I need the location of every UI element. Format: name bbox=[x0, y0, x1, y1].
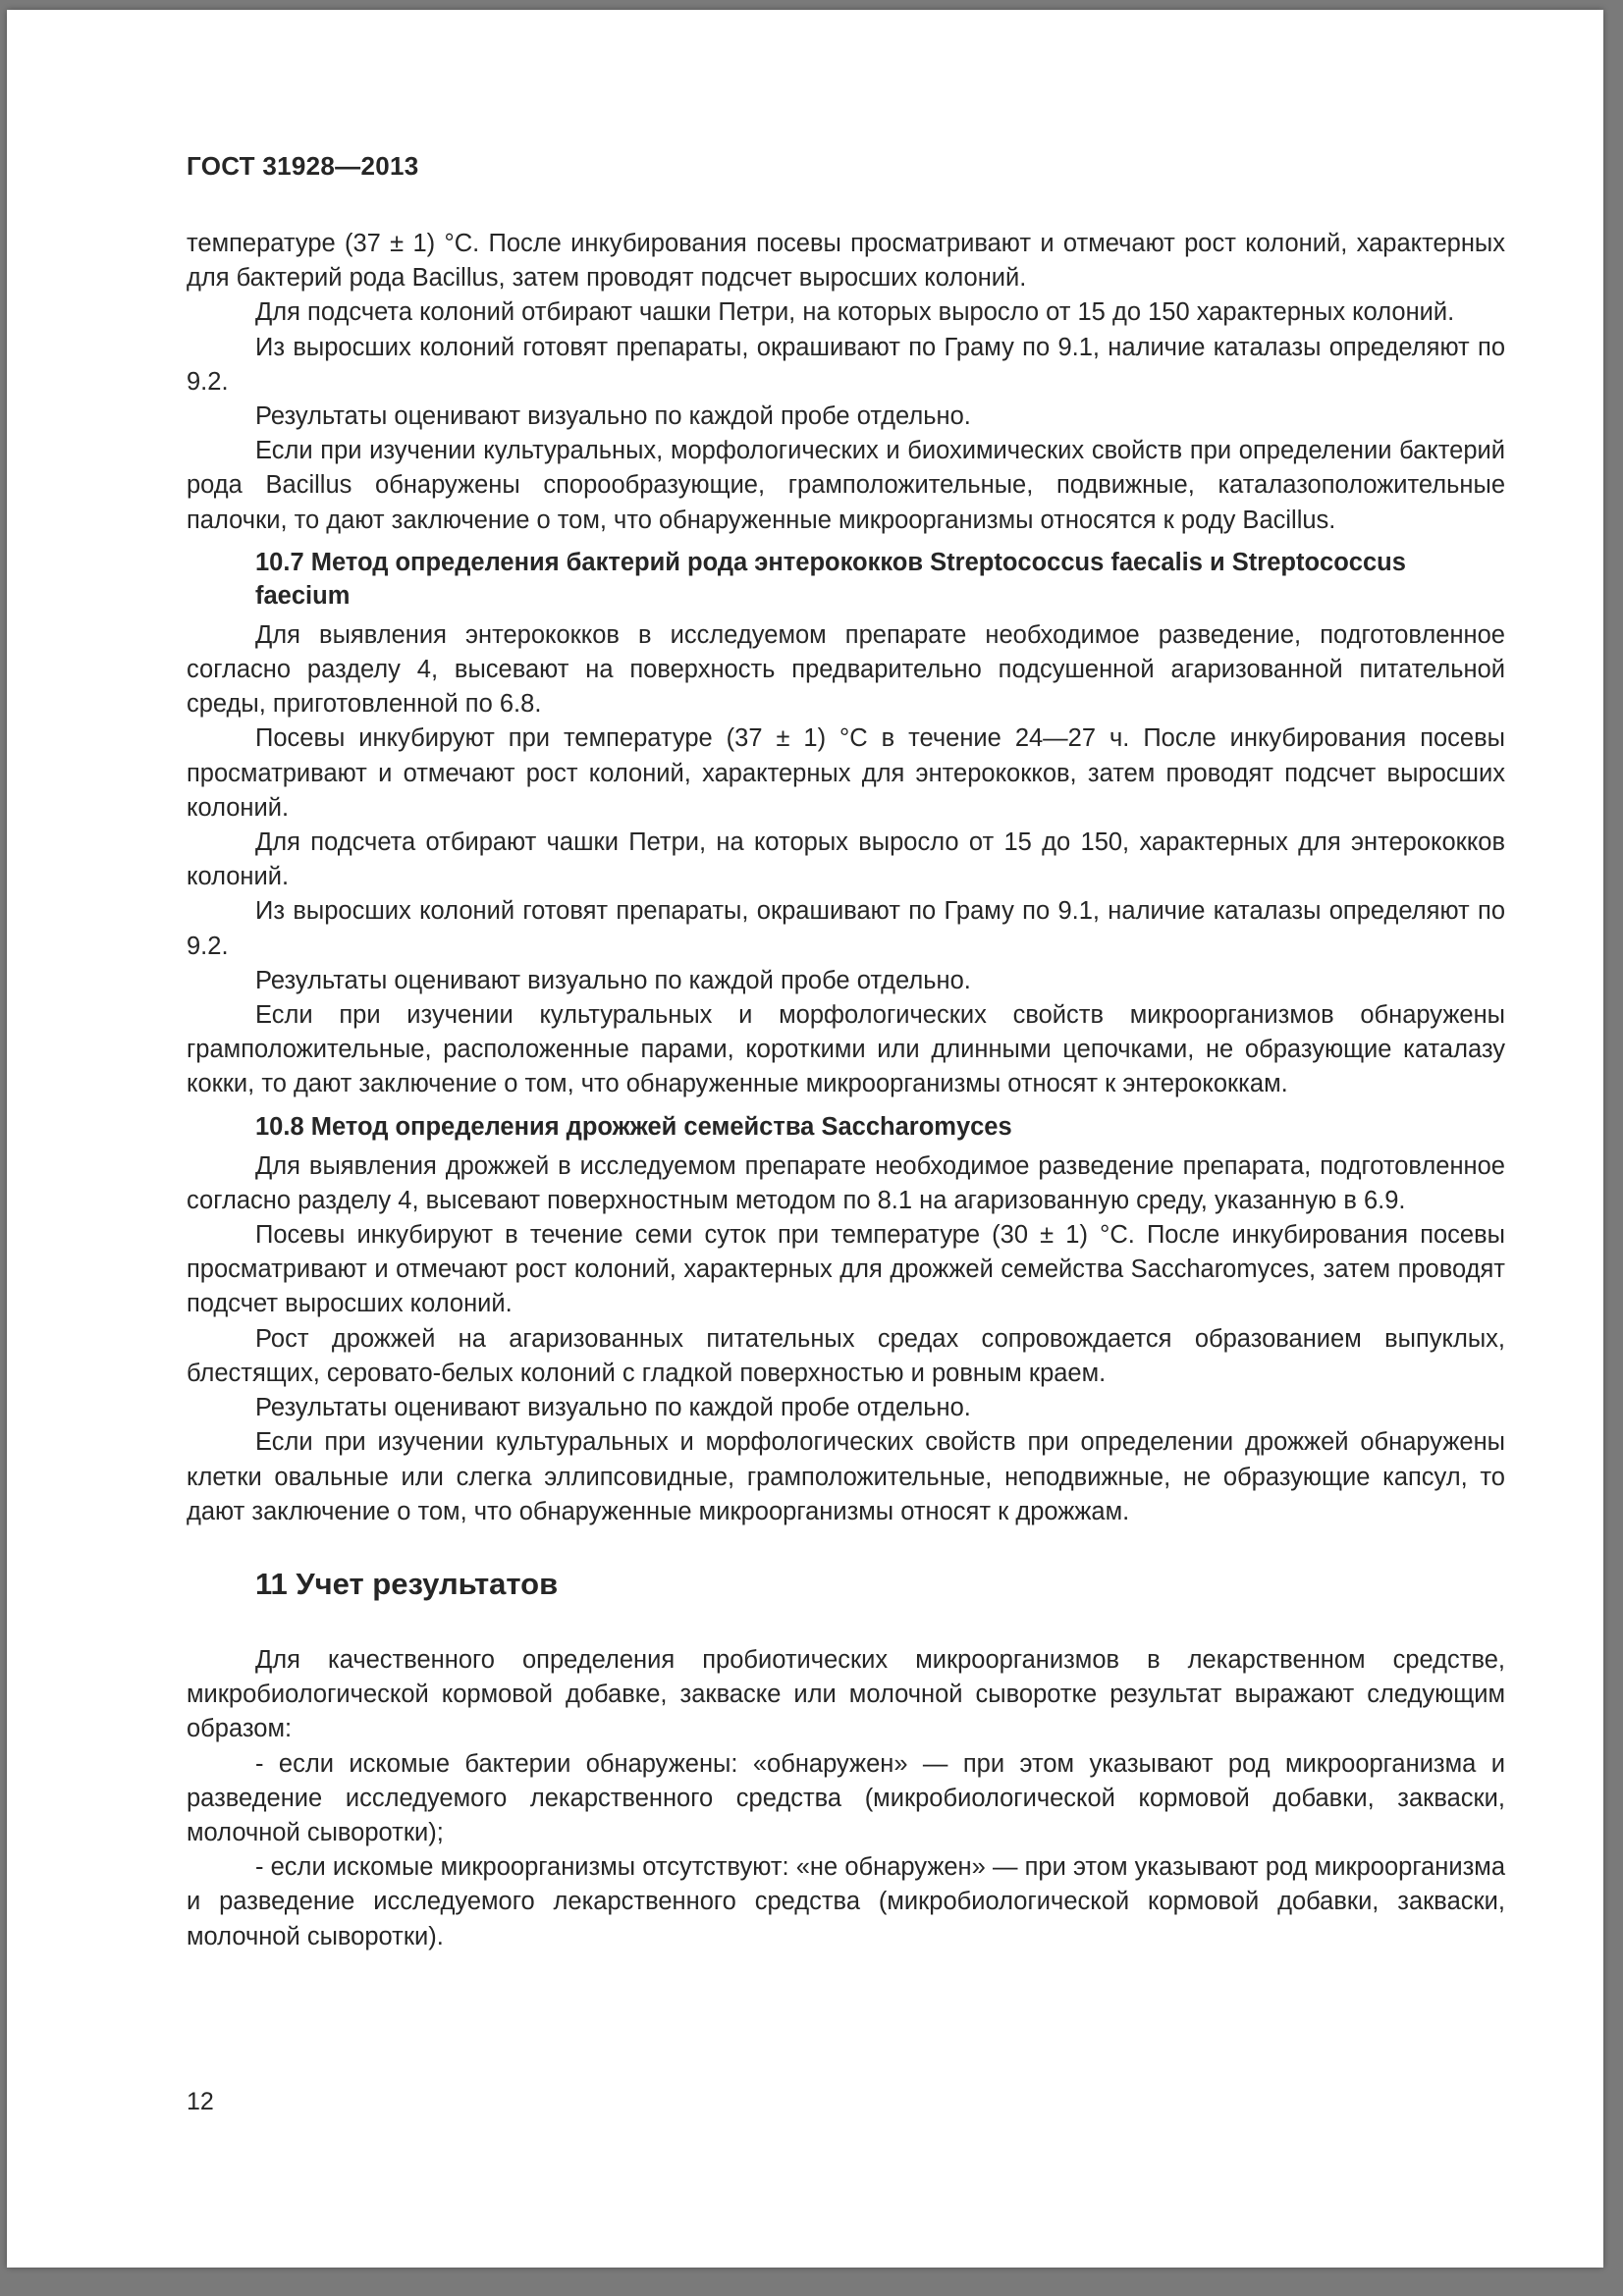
paragraph: Если при изучении культуральных и морфологических свойств при определении дрожжей обнаружены клетки овальные или слегка эллипсовидные, грамположительные, неподвижные, не образующие капсул, то дают заключение о том, что обнаруженные микроорганизмы относят к дрожжам. bbox=[187, 1428, 1505, 1525]
paragraph: Для подсчета колоний отбирают чашки Петри, на которых выросло от 15 до 150 характерных колоний. bbox=[255, 298, 1455, 327]
paragraph-continuation: температуре (37 ± 1) °С. После инкубирования посевы просматривают и отмечают рост колоний, характерных для бактерий рода Bacillus, затем проводят подсчет выросших колоний. bbox=[187, 230, 1505, 293]
paragraph: Для подсчета отбирают чашки Петри, на которых выросло от 15 до 150, характерных для энтерококков колоний. bbox=[187, 828, 1505, 891]
list-item: - если искомые микроорганизмы отсутствуют: «не обнаружен» — при этом указывают род микроорганизма и разведение исследуемого лекарственного средства (микробиологической кормовой добавки, закваски, молочной сыворотки). bbox=[187, 1853, 1505, 1950]
paragraph: Результаты оценивают визуально по каждой пробе отдельно. bbox=[255, 966, 971, 994]
paragraph: Если при изучении культуральных и морфологических свойств микроорганизмов обнаружены грамположительные, расположенные парами, короткими или длинными цепочками, не образующие каталазу кокки, то дают заключение о том, что обнаруженные микроорганизмы относят к энтерококкам. bbox=[187, 1001, 1505, 1098]
page-number: 12 bbox=[187, 2088, 214, 2115]
document-header-id: ГОСТ 31928—2013 bbox=[187, 151, 419, 181]
paragraph: Рост дрожжей на агаризованных питательных средах сопровождается образованием выпуклых, блестящих, серовато-белых колоний с гладкой поверхностью и ровным краем. bbox=[187, 1324, 1505, 1387]
section-heading-10-7: 10.7 Метод определения бактерий рода энтерококков Streptococcus faecalis и Streptococcus faecium bbox=[255, 548, 1406, 610]
paragraph: Для качественного определения пробиотических микроорганизмов в лекарственном средстве, микробиологической кормовой добавке, закваске или молочной сыворотке результат выражают следующим образом: bbox=[187, 1645, 1505, 1743]
section-heading-11: 11 Учет результатов bbox=[255, 1566, 559, 1601]
paragraph: Посевы инкубируют при температуре (37 ± 1) °С в течение 24—27 ч. После инкубирования посевы просматривают и отмечают рост колоний, характерных для энтерококков, затем проводят подсчет выросших колоний. bbox=[187, 724, 1505, 822]
paragraph: Результаты оценивают визуально по каждой пробе отдельно. bbox=[255, 402, 971, 431]
paragraph: Результаты оценивают визуально по каждой пробе отдельно. bbox=[255, 1394, 971, 1422]
paragraph: Для выявления дрожжей в исследуемом препарате необходимое разведение препарата, подготовленное согласно разделу 4, высевают поверхностным методом по 8.1 на агаризованную среду, указанную в 6.9. bbox=[187, 1151, 1505, 1214]
paragraph: Для выявления энтерококков в исследуемом препарате необходимое разведение, подготовленное согласно разделу 4, высевают на поверхность предварительно подсушенной агаризованной питательной среды, приготовленной по 6.8. bbox=[187, 620, 1505, 719]
paragraph: Если при изучении культуральных, морфологических и биохимических свойств при определении бактерий рода Bacillus обнаружены спорообразующие, грамположительные, подвижные, каталазоположительные палочки, то дают заключение о том, что обнаруженные микроорганизмы относятся к роду Bacillus. bbox=[187, 437, 1505, 534]
paragraph: Из выросших колоний готовят препараты, окрашивают по Граму по 9.1, наличие каталазы определяют по 9.2. bbox=[187, 897, 1505, 960]
section-heading-10-8: 10.8 Метод определения дрожжей семейства Saccharomyces bbox=[255, 1112, 1012, 1141]
paragraph: Посевы инкубируют в течение семи суток при температуре (30 ± 1) °С. После инкубирования посевы просматривают и отмечают рост колоний, характерных для дрожжей семейства Saccharomyces, затем проводят подсчет выросших колоний. bbox=[187, 1221, 1505, 1318]
list-item: - если искомые бактерии обнаружены: «обнаружен» — при этом указывают род микроорганизма и разведение исследуемого лекарственного средства (микробиологической кормовой добавки, закваски, молочной сыворотки); bbox=[187, 1749, 1505, 1846]
paragraph: Из выросших колоний готовят препараты, окрашивают по Граму по 9.1, наличие каталазы определяют по 9.2. bbox=[187, 333, 1505, 396]
document-body bbox=[187, 227, 1505, 1954]
